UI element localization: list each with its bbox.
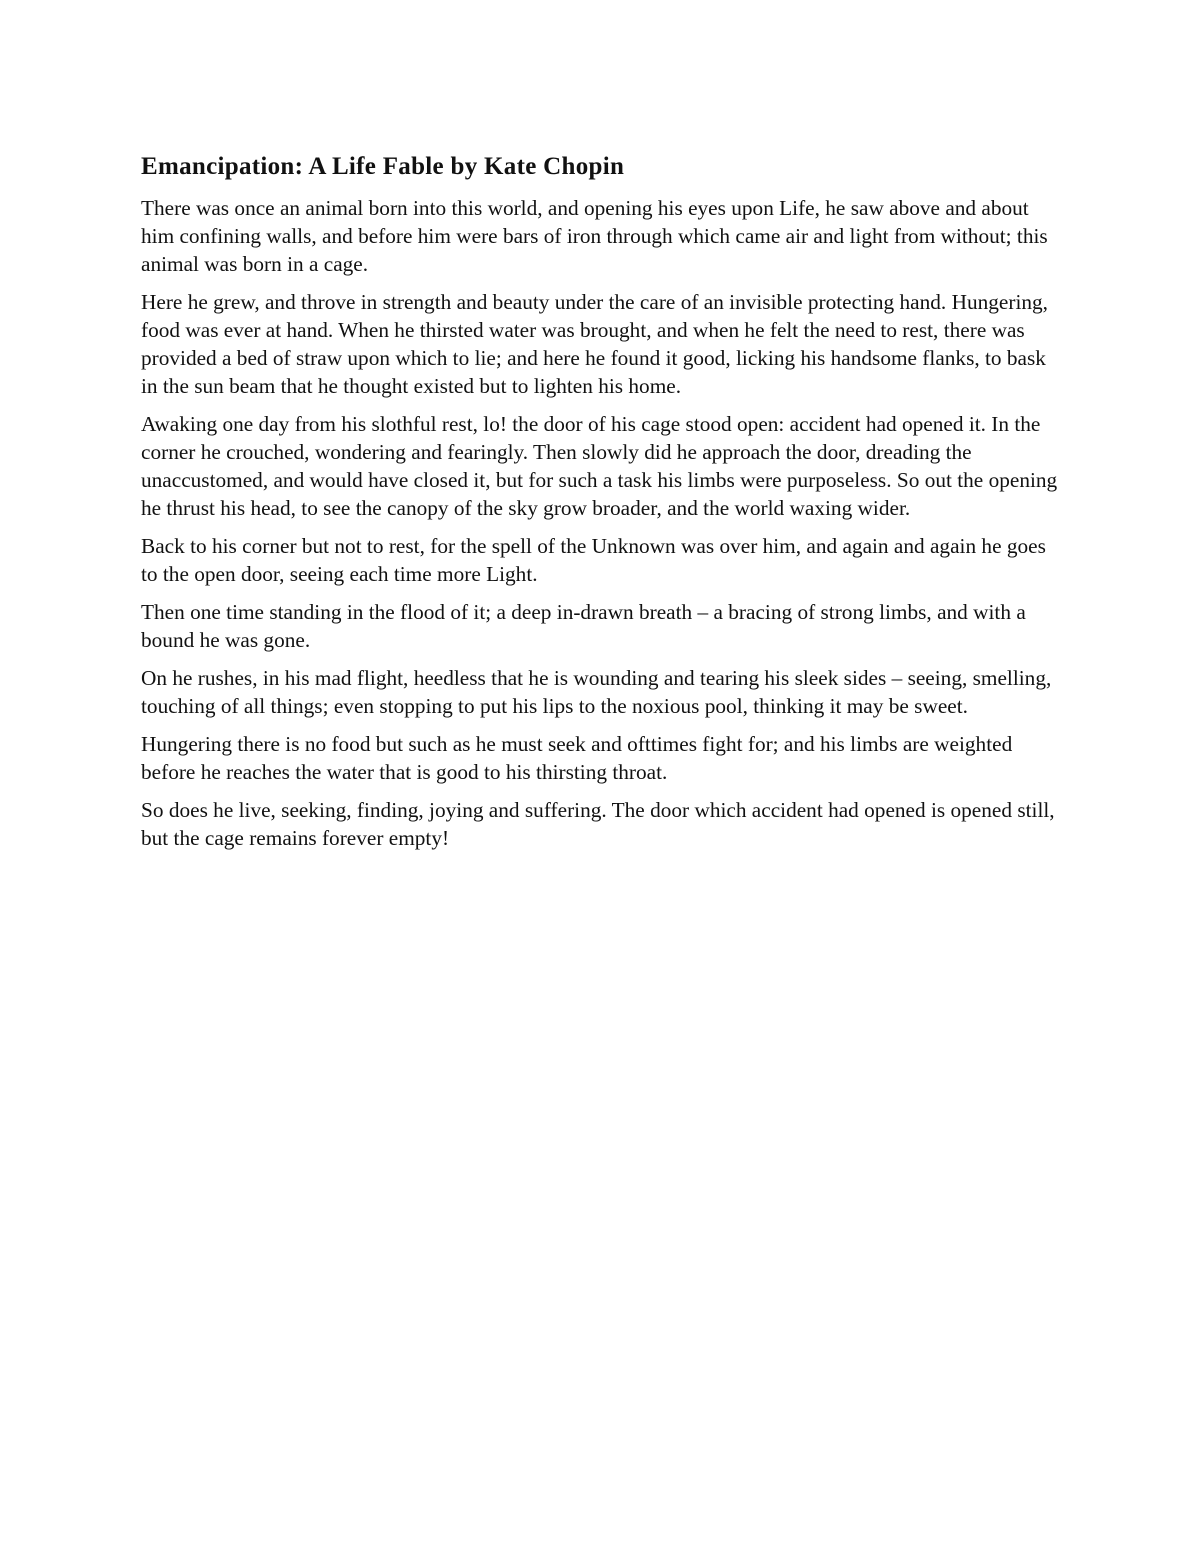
paragraph-4: Back to his corner but not to rest, for the spell of the Unknown was over him, and again and again he goes to the open door, seeing each time more Light. [141,534,1046,586]
paragraph-3: Awaking one day from his slothful rest, lo! the door of his cage stood open: accident had opened it. In the corner he crouched, wondering and fearingly. Then slowly did he approach the door, dreading the unaccustomed, and would have closed it, but for such a task his limbs were purposeless. So out the opening he thrust his head, to see the canopy of the sky grow broader, and the world waxing wider. [141,412,1058,520]
paragraph-2: Here he grew, and throve in strength and beauty under the care of an invisible protecting hand. Hungering, food was ever at hand. When he thirsted water was brought, and when he felt the need to rest, there was provided a bed of straw upon which to lie; and here he found it good, licking his handsome flanks, to bask in the sun beam that he thought existed but to lighten his home. [141,290,1048,398]
document-page [141,150,1066,862]
document-title: Emancipation: A Life Fable by Kate Chopin [141,153,625,180]
paragraph-1: There was once an animal born into this world, and opening his eyes upon Life, he saw above and about him confining walls, and before him were bars of iron through which came air and light from without; this animal was born in a cage. [141,196,1048,276]
paragraph-8: So does he live, seeking, finding, joying and suffering. The door which accident had opened is opened still, but the cage remains forever empty! [141,798,1055,850]
paragraph-6: On he rushes, in his mad flight, heedless that he is wounding and tearing his sleek sides – seeing, smelling, touching of all things; even stopping to put his lips to the noxious pool, thinking it may be sweet. [141,666,1052,718]
paragraph-5: Then one time standing in the flood of it; a deep in-drawn breath – a bracing of strong limbs, and with a bound he was gone. [141,600,1026,652]
paragraph-7: Hungering there is no food but such as he must seek and ofttimes fight for; and his limbs are weighted before he reaches the water that is good to his thirsting throat. [141,732,1013,784]
